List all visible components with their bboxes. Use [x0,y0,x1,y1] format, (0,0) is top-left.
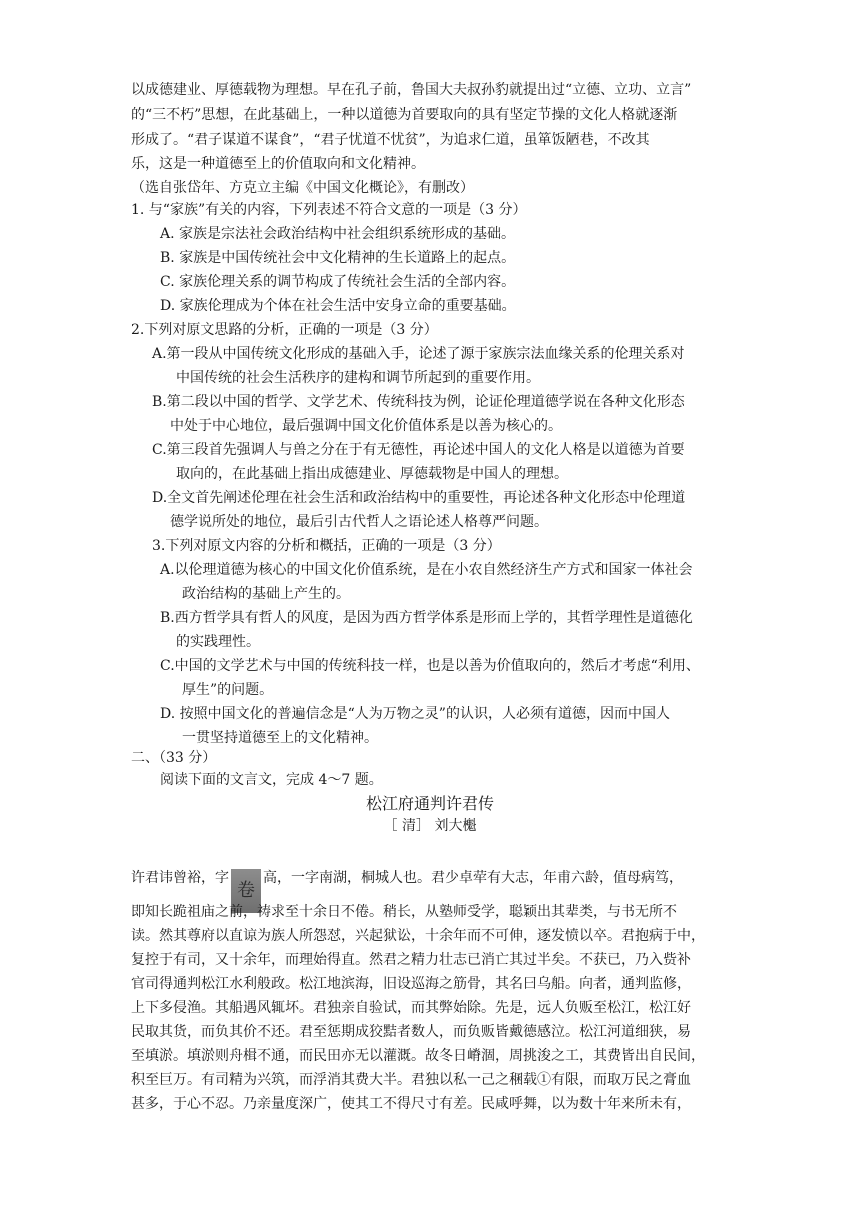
question-3-option-c: C.中国的文学艺术与中国的传统科技一样，也是以善为价值取向的，然后才考虑“利用、 [160,658,700,674]
question-2-option-b: B.第二段以中国的哲学、文学艺术、传统科技为例，论证伦理道德学说在各种文化形态 [152,394,685,410]
question-3-option-c-cont: 厚生”的问题。 [182,682,274,698]
passage-line: 乐，这是一种道德至上的价值取向和文化精神。 [131,156,425,172]
question-2-option-b-cont: 中处于中心地位，最后强调中国文化价值体系是以善为核心的。 [170,418,562,434]
question-1-option-a: A. 家族是宗法社会政治结构中社会组织系统形成的基础。 [160,226,516,242]
question-3-option-d-cont: 一贯坚持道德至上的文化精神。 [182,730,378,746]
classical-text-line: 民取其货，而负其价不还。君至惩期成狡黠者数人，而负贩皆戴德感泣。松江河道细狭，易 [131,1024,691,1040]
classical-text-line: 积至巨万。有司精为兴筑，而浮消其费大半。君独以私一己之稛载①有限，而取万民之膏血 [131,1072,691,1088]
question-3-option-b: B.西方哲学具有哲人的风度，是因为西方哲学体系是形而上学的，其哲学理性是道德化 [160,610,693,626]
classical-text-author: ［ 清］ 刘大櫆 [383,818,477,834]
classical-text-line: 读。然其尊府以直谅为族人所怨怼，兴起狱讼，十余年而不可伸，逐发愤以卒。君抱病于中， [131,928,705,944]
classical-text-line: 官司得通判松江水利般政。松江地滨海，旧设巡海之筋骨，其名曰乌船。向者，通判监修， [131,976,691,992]
question-3-stem: 3.下列对原文内容的分析和概括，正确的一项是（3 分） [152,538,501,554]
classical-text-line: 即知长跪祖庙之前，祷求至十余日不倦。稍长，从塾师受学，聪颖出其辈类，与书无所不 [131,904,677,920]
passage-line: 形成了。“君子谋道不谋食”，“君子忧道不忧贫”，为追求仁道，虽箪饭陋巷，不改其 [131,132,650,148]
question-3-option-d: D. 按照中国文化的普遍信念是“人为万物之灵”的认识，人必须有道德，因而中国人 [160,706,670,722]
question-2-option-d: D.全文首先阐述伦理在社会生活和政治结构中的重要性，再论述各种文化形态中伦理道 [152,490,686,506]
passage-line: 的“三不朽”思想，在此基础上，一种以道德为首要取向的具有坚定节操的文化人格就逐渐 [131,107,678,123]
passage-line: 以成德建业、厚德载物为理想。早在孔子前，鲁国大夫叔孙豹就提出过“立德、立功、立言” [131,82,692,98]
question-2-option-c-cont: 取向的，在此基础上指出成德建业、厚德载物是中国人的理想。 [176,466,568,482]
question-2-option-c: C.第三段首先强调人与兽之分在于有无德性，再论述中国人的文化人格是以道德为首要 [152,442,685,458]
question-1-option-b: B. 家族是中国传统社会中文化精神的生长道路上的起点。 [160,250,516,266]
question-3-option-b-cont: 的实践理性。 [176,634,260,650]
question-2-option-d-cont: 德学说所处的地位，最后引古代哲人之语论述人格尊严问题。 [170,514,548,530]
question-1-option-d: D. 家族伦理成为个体在社会生活中安身立命的重要基础。 [160,298,516,314]
question-1-stem: 1. 与“家族”有关的内容，下列表述不符合文意的一项是（3 分） [131,202,527,218]
classical-text-line: 复控于有司，又十余年，而理始得直。然君之精力壮志已消亡其过半矣。不获已，乃入赀补 [131,952,691,968]
first-line-pre: 许君讳曾裕，字 [131,870,229,886]
question-3-option-a: A.以伦理道德为核心的中国文化价值系统，是在小农自然经济生产方式和国家一体社会 [160,562,693,578]
classical-text-line: 甚多，于心不忍。乃亲量度深广，使其工不得尺寸有差。民咸呼舞，以为数十年来所未有， [131,1096,691,1112]
obscured-character-stamp: 卷 [231,869,261,913]
classical-text-title: 松江府通判许君传 [365,794,494,813]
section-instruction: 阅读下面的文言文，完成 4～7 题。 [160,772,383,788]
question-1-option-c: C. 家族伦理关系的调节构成了传统社会生活的全部内容。 [160,274,516,290]
classical-text-line: 上下多侵渔。其船遇风辄坏。君独亲自验试，而其弊始除。先是，远人负贩至松江，松江好 [131,1000,691,1016]
question-2-option-a-cont: 中国传统的社会生活秩序的建构和调节所起到的重要作用。 [176,370,540,386]
first-line-post: 高，一字南湖，桐城人也。君少卓荦有大志，年甫六龄，值母病笃， [263,870,683,886]
section-heading: 二、（33 分） [131,750,217,766]
question-2-stem: 2.下列对原文思路的分析，正确的一项是（3 分） [131,322,438,338]
question-2-option-a: A.第一段从中国传统文化形成的基础入手，论述了源于家族宗法血缘关系的伦理关系对 [152,346,685,362]
source-note: （选自张岱年、方克立主编《中国文化概论》，有删改） [131,180,474,196]
classical-text-line: 至填淤。填淤则舟楫不通，而民田亦无以灌溉。故冬日嵴涸，周挑浚之工，其费皆出自民间， [131,1048,705,1064]
question-3-option-a-cont: 政治结构的基础上产生的。 [182,586,350,602]
